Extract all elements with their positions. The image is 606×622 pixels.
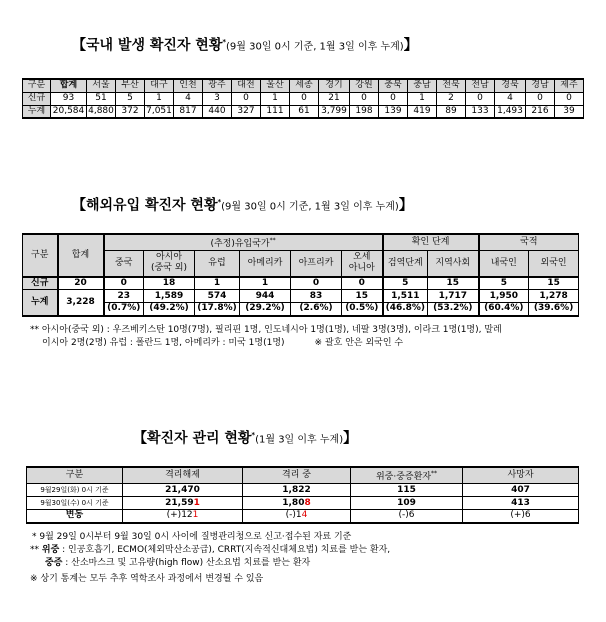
overseas-subheader-cell: 내국인 [479, 251, 529, 277]
domestic-cell: 111 [261, 105, 290, 118]
overseas-pct-cell: (17.8%) [195, 303, 240, 316]
domestic-cell: 1 [408, 92, 437, 105]
domestic-cell: 2 [437, 92, 466, 105]
overseas-subheader-cell: 아메리카 [240, 251, 291, 277]
overseas-subheader-cell: 오세 아니아 [342, 251, 383, 277]
overseas-h-stage-group: 확인 단계 [383, 234, 479, 251]
domestic-header-cell: 충남 [408, 79, 437, 92]
mgmt-row1-deaths: 407 [463, 484, 579, 497]
domestic-cell: 89 [437, 105, 466, 118]
domestic-cell: 0 [350, 92, 379, 105]
overseas-pct-cell: (46.8%) [383, 303, 428, 316]
mgmt-change-isolated: (-)14 [243, 510, 351, 523]
overseas-row-total: 3,228 [58, 290, 104, 316]
domestic-header-cell: 대구 [145, 79, 174, 92]
mgmt-row2-isolated: 1,808 [243, 497, 351, 510]
domestic-header-row [23, 79, 584, 92]
domestic-new-row [23, 92, 584, 105]
domestic-cell: 3,799 [319, 105, 350, 118]
domestic-cell: 1 [145, 92, 174, 105]
domestic-header-cell: 전남 [466, 79, 495, 92]
overseas-pct-cell: (53.2%) [428, 303, 479, 316]
domestic-header-cell: 충북 [379, 79, 408, 92]
domestic-cell: 0 [379, 92, 408, 105]
domestic-header-cell: 인천 [174, 79, 203, 92]
mgmt-h-gubun: 구분 [27, 467, 123, 484]
overseas-subheader-row [23, 251, 579, 277]
mgmt-row-0929 [27, 484, 579, 497]
overseas-cum-row [23, 290, 579, 303]
overseas-subheader-cell: 검역단계 [383, 251, 428, 277]
mgmt-row2-deaths: 413 [463, 497, 579, 510]
overseas-subheader-cell: 지역사회 [428, 251, 479, 277]
mgmt-change-label: 변동 [27, 510, 123, 523]
mgmt-row1-critical: 115 [351, 484, 463, 497]
overseas-note-2: 이시아 2명(2명) 유럽 : 폴란드 1명, 아메리카 : 미국 1명(1명) ※ 괄호 안은 외국인 수 [42, 338, 404, 348]
footnote-2: ** 위중 : 인공호흡기, ECMO(체외막산소공급), CRRT(지속적신대체요법) 치료를 받는 환자, [30, 545, 391, 555]
footnote-1: * 9월 29일 0시부터 9월 30일 0시 사이에 질병관리청으로 신고·접수된 자료 기준 [32, 532, 352, 542]
overseas-pct-cell: (0.7%) [104, 303, 144, 316]
domestic-cell: 51 [87, 92, 116, 105]
domestic-cell: 198 [350, 105, 379, 118]
overseas-value-cell: 1 [240, 277, 291, 290]
domestic-header-cell: 제주 [555, 79, 584, 92]
domestic-cell: 1 [261, 92, 290, 105]
domestic-cell: 419 [408, 105, 437, 118]
overseas-subheader-cell: 유럽 [195, 251, 240, 277]
management-table [26, 466, 579, 524]
domestic-cell: 0 [290, 92, 319, 105]
overseas-value-cell: 23 [104, 290, 144, 303]
overseas-pct-cell: (60.4%) [479, 303, 529, 316]
mgmt-row1-isolated: 1,822 [243, 484, 351, 497]
mgmt-row-change [27, 510, 579, 523]
overseas-subheader-cell: 중국 [104, 251, 144, 277]
domestic-cell: 3 [203, 92, 232, 105]
overseas-value-cell: 0 [104, 277, 144, 290]
overseas-subheader-cell: 아프리카 [291, 251, 342, 277]
domestic-cell: 372 [116, 105, 145, 118]
overseas-title: 【해외유입 확진자 현황*(9월 30일 0시 기준, 1월 3일 이후 누계)】 [72, 197, 413, 214]
domestic-cell: 누계 [23, 105, 51, 118]
mgmt-h-deaths: 사망자 [463, 467, 579, 484]
overseas-value-cell: 0 [291, 277, 342, 290]
overseas-row-label: 누계 [23, 290, 58, 316]
domestic-cell: 0 [232, 92, 261, 105]
footnote-4: ※ 상기 통계는 모두 추후 역학조사 과정에서 변경될 수 있음 [30, 574, 264, 584]
overseas-value-cell: 15 [342, 290, 383, 303]
overseas-value-cell: 1,511 [383, 290, 428, 303]
domestic-cell: 신규 [23, 92, 51, 105]
domestic-cell: 21 [319, 92, 350, 105]
mgmt-row2-released: 21,591 [123, 497, 243, 510]
overseas-value-cell: 0 [342, 277, 383, 290]
mgmt-change-critical: (-)6 [351, 510, 463, 523]
domestic-cell: 139 [379, 105, 408, 118]
domestic-header-cell: 광주 [203, 79, 232, 92]
domestic-cum-row [23, 105, 584, 118]
domestic-cell: 93 [51, 92, 87, 105]
overseas-table [22, 233, 579, 317]
domestic-cell: 133 [466, 105, 495, 118]
overseas-value-cell: 5 [479, 277, 529, 290]
domestic-cell: 5 [116, 92, 145, 105]
overseas-h-gubun: 구분 [23, 234, 58, 277]
overseas-value-cell: 15 [529, 277, 579, 290]
domestic-cell: 61 [290, 105, 319, 118]
overseas-pct-cell: (2.6%) [291, 303, 342, 316]
overseas-value-cell: 1,589 [144, 290, 195, 303]
overseas-value-cell: 18 [144, 277, 195, 290]
mgmt-h-released: 격리해제 [123, 467, 243, 484]
domestic-header-cell: 부산 [116, 79, 145, 92]
overseas-pct-cell: (0.5%) [342, 303, 383, 316]
overseas-value-cell: 1,278 [529, 290, 579, 303]
overseas-value-cell: 1,950 [479, 290, 529, 303]
domestic-header-cell: 강원 [350, 79, 379, 92]
domestic-cell: 440 [203, 105, 232, 118]
domestic-header-cell: 대전 [232, 79, 261, 92]
overseas-value-cell: 574 [195, 290, 240, 303]
overseas-h-country-group: (추정)유입국가** [104, 234, 383, 251]
domestic-header-cell: 서울 [87, 79, 116, 92]
overseas-new-row [23, 277, 579, 290]
mgmt-row2-label: 9월30일(수) 0시 기준 [27, 497, 123, 510]
domestic-cell: 216 [526, 105, 555, 118]
domestic-header-cell: 울산 [261, 79, 290, 92]
domestic-cell: 817 [174, 105, 203, 118]
domestic-cell: 4 [174, 92, 203, 105]
domestic-cell: 7,051 [145, 105, 174, 118]
domestic-cell: 20,584 [51, 105, 87, 118]
mgmt-row1-label: 9월29일(화) 0시 기준 [27, 484, 123, 497]
domestic-cell: 39 [555, 105, 584, 118]
overseas-value-cell: 15 [428, 277, 479, 290]
mgmt-change-released: (+)121 [123, 510, 243, 523]
domestic-cell: 4,880 [87, 105, 116, 118]
domestic-table [22, 78, 584, 119]
domestic-title: 【국내 발생 확진자 현황*(9월 30일 0시 기준, 1월 3일 이후 누계)】 [72, 37, 418, 54]
domestic-header-cell: 경남 [526, 79, 555, 92]
domestic-header-cell: 전북 [437, 79, 466, 92]
domestic-header-cell: 경북 [495, 79, 526, 92]
domestic-header-cell: 경기 [319, 79, 350, 92]
domestic-cell: 0 [555, 92, 584, 105]
overseas-value-cell: 1,717 [428, 290, 479, 303]
domestic-header-cell: 구분 [23, 79, 51, 92]
overseas-h-total: 합계 [58, 234, 104, 277]
overseas-subheader-cell: 아시아 (중국 외) [144, 251, 195, 277]
domestic-cell: 327 [232, 105, 261, 118]
footnote-3: 중증 : 산소마스크 및 고유량(high flow) 산소요법 치료를 받는 환자 [45, 558, 311, 568]
domestic-cell: 4 [495, 92, 526, 105]
mgmt-row-0930 [27, 497, 579, 510]
overseas-subheader-cell: 외국인 [529, 251, 579, 277]
overseas-pct-cell: (39.6%) [529, 303, 579, 316]
management-title: 【확진자 관리 현황*(1월 3일 이후 누계)】 [133, 430, 358, 447]
mgmt-row1-released: 21,470 [123, 484, 243, 497]
overseas-value-cell: 944 [240, 290, 291, 303]
overseas-row-label: 신규 [23, 277, 58, 290]
overseas-value-cell: 5 [383, 277, 428, 290]
mgmt-change-deaths: (+)6 [463, 510, 579, 523]
overseas-h-nationality-group: 국적 [479, 234, 579, 251]
overseas-value-cell: 83 [291, 290, 342, 303]
mgmt-h-critical: 위중·중증환자** [351, 467, 463, 484]
overseas-note-1: ** 아시아(중국 외) : 우즈베키스탄 10명(7명), 필리핀 1명, 인도네시아 1명(1명), 네팔 3명(3명), 이라크 1명(1명), 말레 [30, 325, 502, 335]
mgmt-h-isolated: 격리 중 [243, 467, 351, 484]
domestic-cell: 0 [466, 92, 495, 105]
domestic-cell: 1,493 [495, 105, 526, 118]
overseas-value-cell: 1 [195, 277, 240, 290]
mgmt-row2-critical: 109 [351, 497, 463, 510]
domestic-cell: 0 [526, 92, 555, 105]
overseas-pct-cell: (49.2%) [144, 303, 195, 316]
domestic-header-cell: 세종 [290, 79, 319, 92]
overseas-pct-row [23, 303, 579, 316]
overseas-row-total: 20 [58, 277, 104, 290]
overseas-pct-cell: (29.2%) [240, 303, 291, 316]
domestic-header-cell: 합계 [51, 79, 87, 92]
